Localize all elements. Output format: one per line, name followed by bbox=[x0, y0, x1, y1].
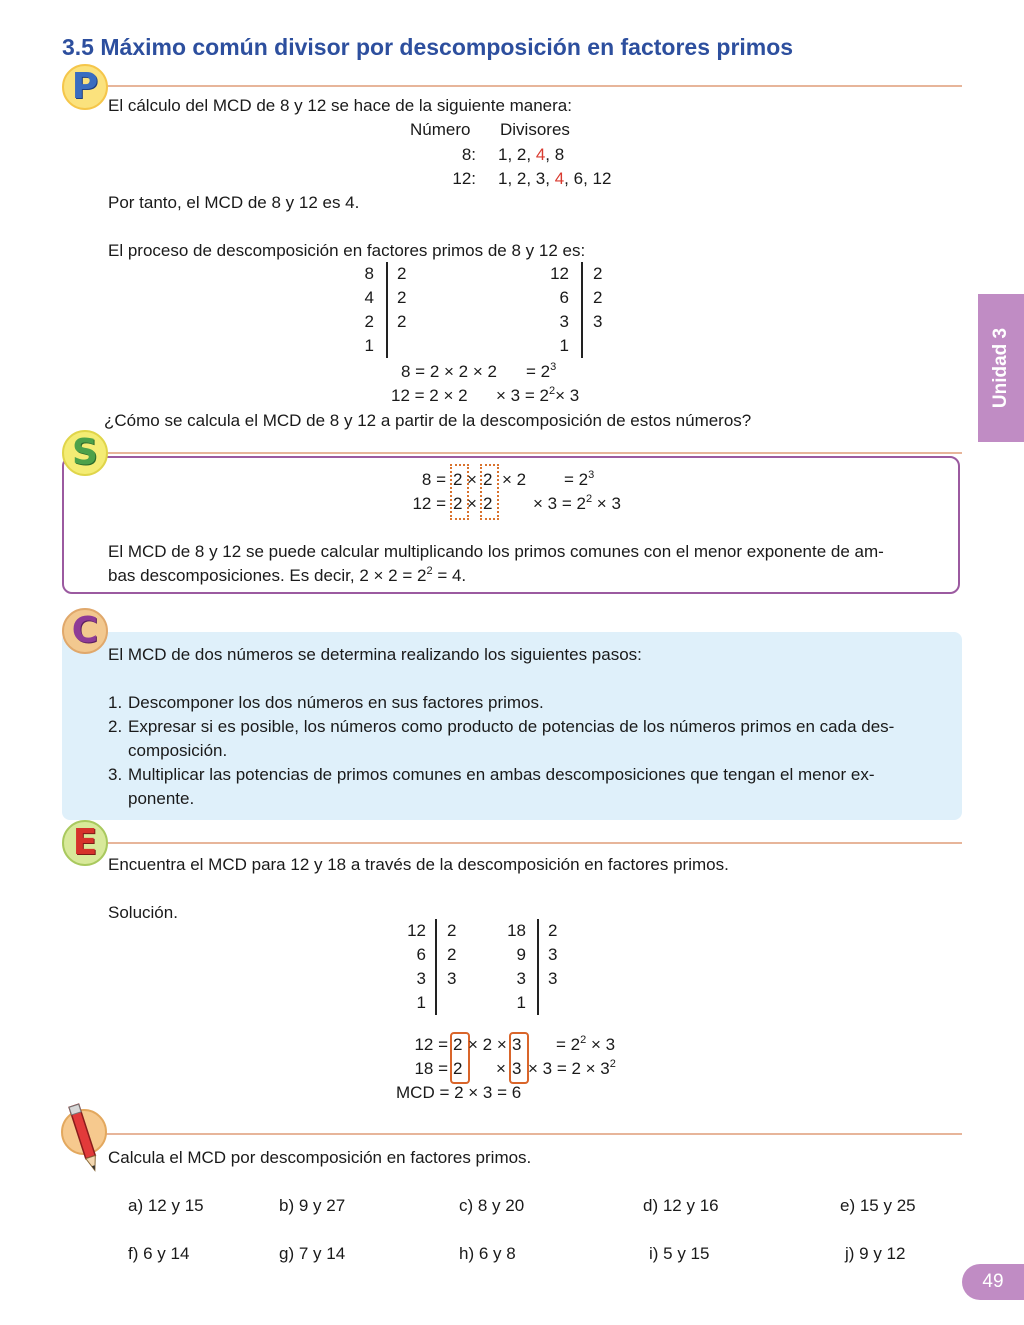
header-numero: Número bbox=[410, 120, 471, 139]
concept-intro: El MCD de dos números se determina realizando los siguientes pasos: bbox=[108, 645, 642, 664]
ex-eq1-result: = $2^2 \times 3$ bbox=[556, 1034, 616, 1054]
pencil-icon bbox=[60, 1100, 110, 1180]
concept-step-2-line2: composición. bbox=[128, 741, 228, 760]
ex-tree18-left-1: 9 bbox=[516, 945, 526, 964]
tree12-left-1: 6 bbox=[559, 288, 569, 307]
ex-tree12-divider bbox=[435, 919, 437, 1015]
sol-eq2-f1: 2 bbox=[453, 494, 463, 513]
sol-eq1-result: = $2^3$ bbox=[564, 469, 595, 489]
ex-tree18-left-2: 3 bbox=[516, 969, 526, 988]
ex-tree12-right-0: 2 bbox=[447, 921, 457, 940]
row12-label: 12: bbox=[452, 169, 476, 188]
tree8-left-1: 4 bbox=[364, 288, 374, 307]
tree8-left-0: 8 bbox=[364, 264, 374, 283]
tree8-left-3: 1 bbox=[364, 336, 374, 355]
exercise-item-f: f) 6 y 14 bbox=[128, 1244, 190, 1263]
solution-text-line2: bas descomposiciones. Es decir, $2 \times 2 = 2^2 = 4$. bbox=[108, 565, 467, 585]
ex-eq1-mid: × 2 × bbox=[468, 1035, 507, 1054]
section-rule-e bbox=[100, 842, 962, 844]
exercise-item-e: e) 15 y 25 bbox=[840, 1196, 916, 1215]
problem-eq2-power: × $3 = 2^2\times 3$ bbox=[496, 385, 580, 405]
example-prompt: Encuentra el MCD para 12 y 18 a través de la descomposición en factores primos. bbox=[108, 855, 729, 874]
ex-tree12-left-0: 12 bbox=[407, 921, 426, 940]
tree12-right-2: 3 bbox=[593, 312, 603, 331]
problem-conclusion: Por tanto, el MCD de 8 y 12 es 4. bbox=[108, 193, 360, 212]
ex-tree12-right-2: 3 bbox=[447, 969, 457, 988]
exercise-item-j: j) 9 y 12 bbox=[845, 1244, 906, 1263]
problem-question: ¿Cómo se calcula el MCD de 8 y 12 a partir de la descomposición de estos números? bbox=[104, 411, 752, 430]
exercise-item-a: a) 12 y 15 bbox=[128, 1196, 204, 1215]
tree12-left-0: 12 bbox=[550, 264, 569, 283]
solution-text-line1: El MCD de 8 y 12 se puede calcular multiplicando los primos comunes con el menor exponente de am- bbox=[108, 542, 884, 561]
badge-e-icon: E bbox=[62, 820, 108, 866]
sol-eq2-rest: × $3 = 2^2 \times 3$ bbox=[533, 493, 621, 513]
section-rule-p bbox=[100, 85, 962, 87]
exercise-item-h: h) 6 y 8 bbox=[459, 1244, 516, 1263]
exercise-item-b: b) 9 y 27 bbox=[279, 1196, 346, 1215]
tree12-left-2: 3 bbox=[559, 312, 569, 331]
sol-eq1-f1: 2 bbox=[453, 470, 463, 489]
unit-tab-label: Unidad 3 bbox=[990, 327, 1011, 409]
section-rule-s bbox=[100, 452, 962, 454]
section-rule-exercise bbox=[100, 1133, 962, 1135]
sol-eq1-f2: 2 bbox=[483, 470, 493, 489]
badge-c-icon: C bbox=[62, 608, 108, 654]
row8-label: 8: bbox=[461, 145, 476, 164]
process-text: El proceso de descomposición en factores primos de 8 y 12 es: bbox=[108, 241, 586, 260]
tree12-divider bbox=[581, 262, 583, 358]
ex-tree18-left-3: 1 bbox=[516, 993, 526, 1012]
ex-tree12-left-3: 1 bbox=[416, 993, 426, 1012]
concept-step-2-num: 2. bbox=[108, 717, 123, 736]
concept-step-2-line1: Expresar si es posible, los números como producto de potencias de los números primos en cada des- bbox=[128, 717, 895, 736]
tree8-right-1: 2 bbox=[397, 288, 407, 307]
page-title: 3.5 Máximo común divisor por descomposición en factores primos bbox=[62, 34, 794, 60]
ex-eq2-f2: 3 bbox=[512, 1059, 522, 1078]
exercise-item-d: d) 12 y 16 bbox=[643, 1196, 719, 1215]
tree12-left-3: 1 bbox=[559, 336, 569, 355]
concept-step-3-line2: ponente. bbox=[128, 789, 195, 808]
unit-tab bbox=[978, 294, 1024, 442]
sol-eq1-label: 8 = bbox=[421, 470, 446, 489]
tree12-right-0: 2 bbox=[593, 264, 603, 283]
ex-tree12-right-1: 2 bbox=[447, 945, 457, 964]
tree8-divider bbox=[386, 262, 388, 358]
problem-eq1-factors: 8 = 2 × 2 × 2 bbox=[401, 362, 497, 381]
sol-eq2-f2: 2 bbox=[483, 494, 493, 513]
exercise-item-i: i) 5 y 15 bbox=[649, 1244, 710, 1263]
concept-step-1-num: 1. bbox=[108, 693, 123, 712]
ex-tree18-divider bbox=[537, 919, 539, 1015]
ex-eq1-f1: 2 bbox=[453, 1035, 463, 1054]
ex-eq1-label: 12 = bbox=[414, 1035, 448, 1054]
row8-divisors: 1, 2, 4, 8 bbox=[498, 145, 565, 164]
ex-tree18-left-0: 18 bbox=[507, 921, 526, 940]
tree12-right-1: 2 bbox=[593, 288, 603, 307]
sol-eq2-label: 12 = bbox=[412, 494, 446, 513]
ex-tree12-left-1: 6 bbox=[416, 945, 426, 964]
solution-label: Solución. bbox=[108, 903, 178, 922]
ex-eq1-f2: 3 bbox=[512, 1035, 522, 1054]
exercise-prompt: Calcula el MCD por descomposición en factores primos. bbox=[108, 1148, 532, 1167]
ex-tree12-left-2: 3 bbox=[416, 969, 426, 988]
exercise-item-g: g) 7 y 14 bbox=[279, 1244, 346, 1263]
sol-eq2-x: × bbox=[467, 494, 477, 513]
sol-eq1-x: × bbox=[467, 470, 477, 489]
ex-mcd-result: MCD = 2 × 3 = 6 bbox=[396, 1083, 522, 1102]
ex-eq2-result: × $3 = 2 \times 3^2$ bbox=[528, 1058, 616, 1078]
ex-eq2-f1: 2 bbox=[453, 1059, 463, 1078]
badge-s-icon: S bbox=[62, 430, 108, 476]
exercise-item-c: c) 8 y 20 bbox=[459, 1196, 525, 1215]
badge-p-icon: P bbox=[62, 64, 108, 110]
row12-divisors: 1, 2, 3, 4, 6, 12 bbox=[498, 169, 612, 188]
concept-step-1: Descomponer los dos números en sus factores primos. bbox=[128, 693, 544, 712]
problem-intro: El cálculo del MCD de 8 y 12 se hace de la siguiente manera: bbox=[108, 96, 572, 115]
concept-step-3-line1: Multiplicar las potencias de primos comunes en ambas descomposiciones que tengan el menor ex- bbox=[128, 765, 875, 784]
tree8-right-2: 2 bbox=[397, 312, 407, 331]
ex-tree18-right-1: 3 bbox=[548, 945, 558, 964]
page-number: 49 bbox=[962, 1264, 1024, 1300]
problem-eq2-factors: 12 = 2 × 2 bbox=[391, 386, 468, 405]
sol-eq1-rest: × 2 bbox=[502, 470, 527, 489]
ex-eq2-mid: × bbox=[496, 1059, 506, 1078]
ex-tree18-right-2: 3 bbox=[548, 969, 558, 988]
tree8-left-2: 2 bbox=[364, 312, 374, 331]
ex-eq2-label: 18 = bbox=[414, 1059, 448, 1078]
concept-step-3-num: 3. bbox=[108, 765, 123, 784]
problem-eq1-power: = $2^3$ bbox=[526, 361, 557, 381]
ex-tree18-right-0: 2 bbox=[548, 921, 558, 940]
tree8-right-0: 2 bbox=[397, 264, 407, 283]
header-divisores: Divisores bbox=[500, 120, 570, 139]
